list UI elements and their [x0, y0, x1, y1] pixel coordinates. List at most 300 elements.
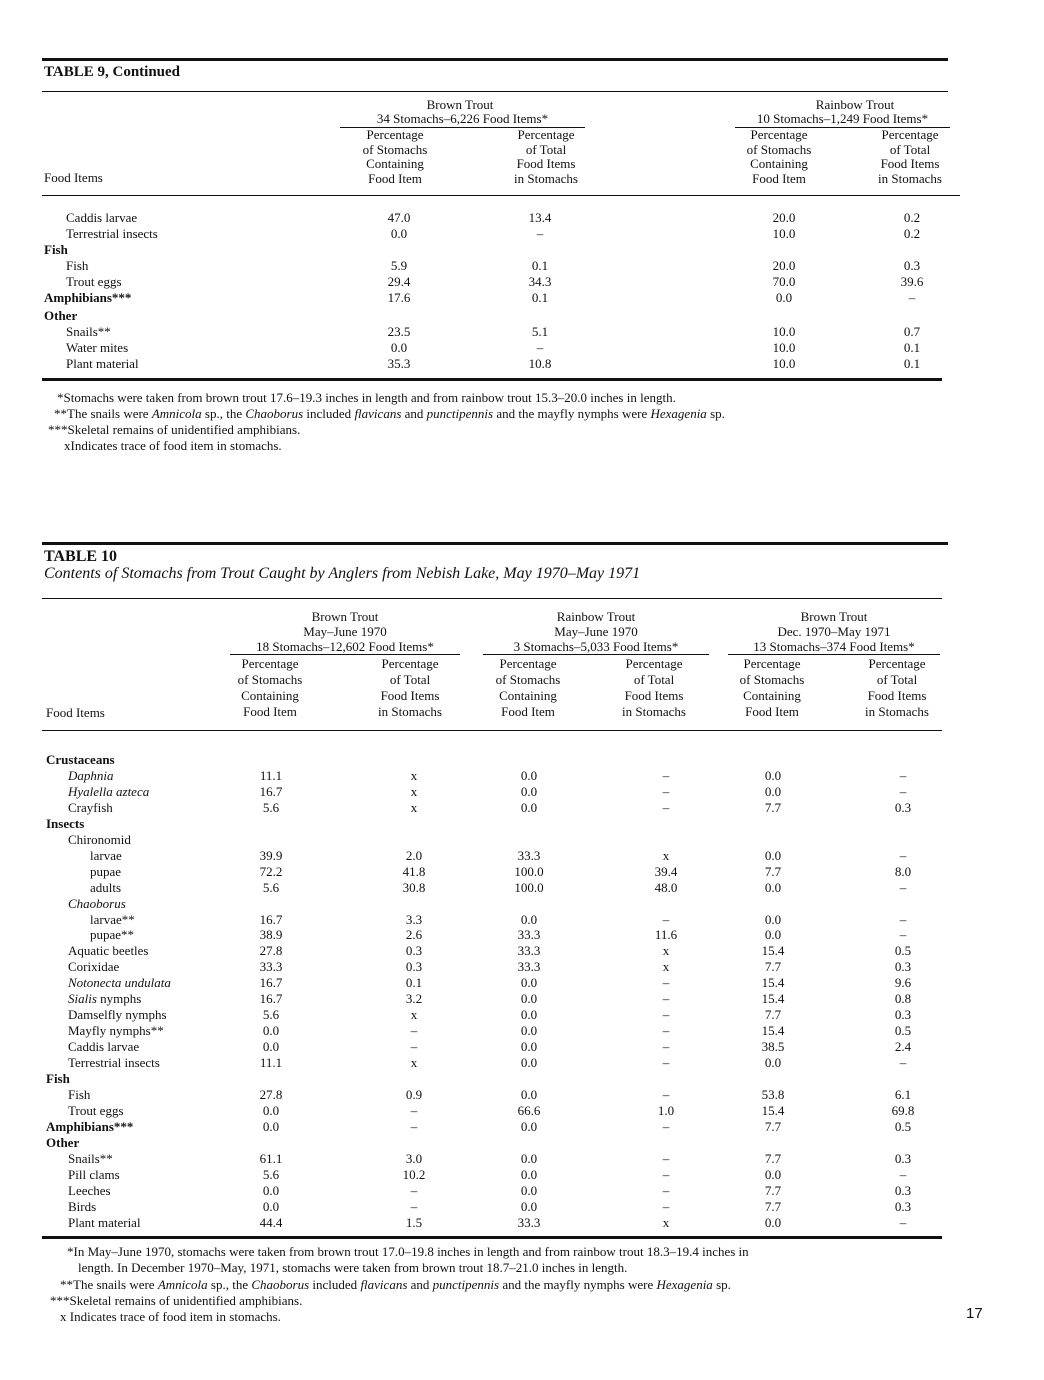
table-cell: 10.0 — [772, 356, 796, 371]
row-label: Hyalella azteca — [68, 783, 150, 799]
table-cell: – — [662, 1007, 670, 1023]
row-label: Crustaceans — [46, 752, 115, 767]
row-label: Pill clams — [68, 1166, 120, 1182]
table-cell: 10.0 — [772, 324, 796, 339]
table-cell: 7.7 — [764, 1182, 782, 1198]
table-cell: – — [410, 1198, 418, 1214]
table-cell: 0.0 — [764, 911, 782, 927]
table-cell: – — [662, 1086, 670, 1102]
table-cell: 0.0 — [520, 1150, 538, 1166]
table-row — [44, 258, 964, 274]
table-cell: – — [662, 1023, 670, 1039]
table-cell: 7.7 — [764, 1007, 782, 1023]
table-cell: 29.4 — [387, 274, 411, 289]
table10-group-1-header — [230, 609, 460, 655]
table-cell: – — [410, 1102, 418, 1118]
hd-line: in Stomachs — [878, 170, 942, 186]
table-cell: 7.7 — [764, 863, 782, 879]
table-cell: 0.5 — [894, 1023, 912, 1039]
table-cell: 0.0 — [262, 1118, 280, 1134]
table-cell: 47.0 — [387, 210, 411, 225]
group-sub: 3 Stomachs–5,033 Food Items* — [483, 639, 709, 655]
table-row — [46, 959, 966, 975]
table-cell: 3.2 — [405, 991, 423, 1007]
table-row — [46, 1135, 966, 1151]
table-cell: 27.8 — [259, 1086, 283, 1102]
table-cell: 16.7 — [259, 783, 283, 799]
row-label: Insects — [46, 815, 85, 831]
table-row — [46, 1039, 966, 1055]
row-label: Water mites — [66, 340, 129, 355]
table9-top-rule — [42, 58, 948, 61]
hd-line: Percentage — [381, 656, 439, 671]
table-cell: 34.3 — [528, 274, 552, 289]
table-row — [46, 1167, 966, 1183]
table-cell: 66.6 — [517, 1102, 541, 1118]
table-cell: – — [662, 1039, 670, 1055]
table-cell: 0.0 — [520, 1086, 538, 1102]
hd-line: Food Items — [380, 688, 440, 703]
table-cell: – — [662, 991, 670, 1007]
table-cell: – — [410, 1118, 418, 1134]
row-label: pupae** — [90, 927, 135, 943]
table-row — [46, 1055, 966, 1071]
table-cell: 70.0 — [772, 274, 796, 289]
table10-col-header — [722, 656, 822, 720]
table-cell: 2.0 — [405, 847, 423, 863]
table10-footnote-1: *In May–June 1970, stomachs were taken from brown trout 17.0–19.8 inches in length and from rainbow trout 18.3–19.4 inches in — [67, 1244, 749, 1259]
row-label: Caddis larvae — [68, 1039, 140, 1055]
table-cell: – — [899, 767, 907, 783]
hd-line: of Total — [389, 672, 431, 687]
group-period: May–June 1970 — [303, 624, 387, 639]
table-cell: 0.0 — [262, 1102, 280, 1118]
table-row — [46, 1087, 966, 1103]
table-cell: 20.0 — [772, 210, 796, 225]
table-cell: – — [410, 1023, 418, 1039]
table-cell: 0.0 — [764, 879, 782, 895]
hd-line: of Stomachs — [362, 141, 428, 157]
table10-col-header — [847, 656, 947, 720]
table-cell: 0.0 — [520, 991, 538, 1007]
table-row — [46, 1103, 966, 1119]
row-label: pupae — [90, 863, 122, 879]
table-cell: 0.0 — [390, 226, 408, 241]
row-label: Snails** — [68, 1150, 113, 1166]
hd-line: Percentage — [750, 127, 808, 142]
row-label: Snails** — [66, 324, 111, 339]
table-row — [46, 1119, 966, 1135]
row-label: Fish — [68, 1086, 91, 1102]
table-cell: – — [662, 1198, 670, 1214]
table-cell: – — [662, 911, 670, 927]
table-row — [46, 832, 966, 848]
table-cell: 0.1 — [531, 258, 549, 273]
table-row — [46, 848, 966, 864]
table10-header-rule — [42, 730, 942, 731]
table-row — [44, 324, 964, 340]
table-cell: 0.1 — [903, 356, 921, 371]
hd-line: Containing — [241, 688, 299, 703]
table-cell: 0.0 — [764, 1055, 782, 1071]
table9-header-rule — [42, 195, 960, 196]
table-cell: 10.0 — [772, 340, 796, 355]
row-label: Chironomid — [68, 831, 131, 847]
table9-title: TABLE 9, Continued — [44, 64, 181, 80]
table-row — [44, 210, 964, 226]
table-cell: 33.3 — [517, 927, 541, 943]
table-cell: 7.7 — [764, 1150, 782, 1166]
hd-line: of Total — [525, 141, 567, 157]
table-cell: 5.6 — [262, 799, 280, 815]
group-name: Rainbow Trout — [556, 609, 636, 624]
table-cell: 0.0 — [764, 767, 782, 783]
row-label: Fish — [66, 258, 89, 273]
table-cell: 33.3 — [517, 943, 541, 959]
table-cell: 0.2 — [903, 210, 921, 225]
table-cell: 0.0 — [764, 927, 782, 943]
hd-line: of Stomachs — [739, 672, 805, 687]
table-cell: x — [410, 783, 418, 799]
table-cell: 11.6 — [654, 927, 678, 943]
hd-line: Percentage — [743, 656, 801, 671]
table-cell: 35.3 — [387, 356, 411, 371]
row-label: Other — [44, 308, 78, 323]
table-cell: 33.3 — [517, 959, 541, 975]
table-cell: 72.2 — [259, 863, 283, 879]
table-row — [44, 308, 964, 324]
table-cell: 15.4 — [761, 975, 785, 991]
table-cell: – — [410, 1182, 418, 1198]
table-cell: 3.3 — [405, 911, 423, 927]
table-cell: – — [662, 1118, 670, 1134]
table-cell: 0.0 — [520, 911, 538, 927]
table-row — [46, 975, 966, 991]
row-label: Trout eggs — [68, 1102, 124, 1118]
hd-line: Containing — [743, 688, 801, 703]
table-cell: 23.5 — [387, 324, 411, 339]
table-row — [46, 927, 966, 943]
table-cell: 13.4 — [528, 210, 552, 225]
table-cell: – — [899, 911, 907, 927]
table-cell: 0.0 — [262, 1198, 280, 1214]
table-cell: – — [662, 1166, 670, 1182]
table-cell: – — [899, 847, 907, 863]
row-label: Caddis larvae — [66, 210, 138, 225]
table9-title-rule — [42, 91, 948, 92]
table-cell: 0.3 — [405, 959, 423, 975]
hd-line: Food Items — [516, 156, 576, 171]
table-cell: 48.0 — [654, 879, 678, 895]
table9-group-brown-name: Brown Trout — [426, 97, 494, 112]
table-cell: x — [662, 943, 670, 959]
hd-line: Food Items — [867, 688, 927, 703]
table-cell: 0.1 — [903, 340, 921, 355]
table-cell: 0.0 — [520, 1182, 538, 1198]
table-cell: x — [662, 847, 670, 863]
hd-line: Percentage — [366, 127, 424, 142]
hd-line: Percentage — [625, 656, 683, 671]
hd-line: of Total — [889, 141, 931, 157]
row-label: Birds — [68, 1198, 97, 1214]
table-cell: 15.4 — [761, 943, 785, 959]
table-cell: 27.8 — [259, 943, 283, 959]
table-row — [46, 991, 966, 1007]
table-cell: 16.7 — [259, 911, 283, 927]
table-cell: x — [662, 1214, 670, 1230]
table-row — [46, 1023, 966, 1039]
table-cell: 0.0 — [520, 1039, 538, 1055]
hd-line: in Stomachs — [514, 170, 578, 186]
table9-footnote-1: *Stomachs were taken from brown trout 17.6–19.3 inches in length and from rainbow trout 15.3–20.0 inches in length. — [57, 390, 676, 405]
row-label: Plant material — [68, 1214, 141, 1230]
table10-footnote-3: **The snails were Amnicola sp., the Chaoborus included flavicans and punctipennis and the mayfly nymphs were Hexagenia sp. — [60, 1277, 731, 1292]
table-cell: 0.3 — [894, 1198, 912, 1214]
table-cell: 16.7 — [259, 991, 283, 1007]
table-cell: 5.6 — [262, 1007, 280, 1023]
table-cell: 0.5 — [894, 943, 912, 959]
row-label: Chaoborus — [68, 895, 126, 911]
table-cell: 69.8 — [891, 1102, 915, 1118]
row-label: Notonecta undulata — [68, 975, 171, 991]
group-name: Brown Trout — [800, 609, 868, 624]
table-cell: – — [899, 879, 907, 895]
table-cell: 0.3 — [903, 258, 921, 273]
table-cell: – — [536, 226, 544, 241]
row-label: Crayfish — [68, 799, 113, 815]
hd-line: Food Item — [752, 170, 806, 186]
table-row — [46, 752, 966, 768]
table-row — [44, 242, 964, 258]
table-cell: – — [536, 340, 544, 355]
table10-footnote-4: ***Skeletal remains of unidentified amphibians. — [50, 1293, 303, 1308]
table9-footnote-2: **The snails were Amnicola sp., the Chaoborus included flavicans and punctipennis and the mayfly nymphs were Hexagenia sp. — [54, 406, 725, 421]
table-cell: – — [899, 1214, 907, 1230]
table-row — [46, 1215, 966, 1231]
table-row — [44, 356, 964, 372]
table-cell: 5.1 — [531, 324, 549, 339]
table-cell: 8.0 — [894, 863, 912, 879]
table-row — [46, 896, 966, 912]
table-cell: 0.0 — [764, 1214, 782, 1230]
table-cell: x — [410, 1007, 418, 1023]
hd-line: in Stomachs — [865, 704, 929, 719]
table-cell: 0.0 — [520, 1166, 538, 1182]
table-row — [46, 1071, 966, 1087]
group-period: May–June 1970 — [554, 624, 638, 639]
table-cell: 0.0 — [520, 1007, 538, 1023]
table-cell: 17.6 — [387, 290, 411, 305]
hd-line: of Total — [876, 672, 918, 687]
row-label: adults — [90, 879, 122, 895]
hd-line: Percentage — [241, 656, 299, 671]
table-cell: 7.7 — [764, 1198, 782, 1214]
table10-group-2-header — [483, 609, 709, 655]
table-cell: 0.8 — [894, 991, 912, 1007]
table9-bottom-rule — [42, 378, 942, 381]
table9-col-header-total-a — [496, 128, 596, 186]
table-cell: 1.0 — [657, 1102, 675, 1118]
table-cell: 39.6 — [900, 274, 924, 289]
table-cell: 10.0 — [772, 226, 796, 241]
table-cell: 15.4 — [761, 991, 785, 1007]
table-cell: 0.0 — [764, 1166, 782, 1182]
table-cell: 20.0 — [772, 258, 796, 273]
table-cell: 100.0 — [514, 863, 544, 879]
table-row — [46, 1199, 966, 1215]
row-label: larvae** — [90, 911, 135, 927]
table-cell: 39.9 — [259, 847, 283, 863]
group-period: Dec. 1970–May 1971 — [777, 624, 891, 639]
hd-line: Containing — [499, 688, 557, 703]
hd-line: Food Item — [745, 704, 799, 719]
table10-group-3-header — [728, 609, 940, 655]
table-cell: 11.1 — [259, 767, 283, 783]
table-cell: 15.4 — [761, 1023, 785, 1039]
table-cell: 0.2 — [903, 226, 921, 241]
table-cell: – — [662, 783, 670, 799]
table-cell: 6.1 — [894, 1086, 912, 1102]
table-cell: 7.7 — [764, 959, 782, 975]
row-label: Mayfly nymphs** — [68, 1023, 164, 1039]
table10-bottom-rule — [42, 1236, 942, 1239]
table-cell: 0.0 — [520, 799, 538, 815]
table-cell: 0.0 — [520, 975, 538, 991]
table-row — [46, 800, 966, 816]
table-cell: 0.9 — [405, 1086, 423, 1102]
table-cell: 0.5 — [894, 1118, 912, 1134]
row-label: Terrestrial insects — [66, 226, 158, 241]
hd-line: Food Items — [624, 688, 684, 703]
table-cell: 0.0 — [262, 1023, 280, 1039]
table-cell: 0.0 — [262, 1039, 280, 1055]
table-cell: 10.2 — [402, 1166, 426, 1182]
table10-col-header — [478, 656, 578, 720]
table-cell: 9.6 — [894, 975, 912, 991]
hd-line: Food Items — [880, 156, 940, 171]
table-row — [46, 1183, 966, 1199]
hd-line: Containing — [366, 156, 424, 171]
table-cell: 0.0 — [520, 1118, 538, 1134]
hd-line: of Stomachs — [746, 141, 812, 157]
row-label: Trout eggs — [66, 274, 122, 289]
table-cell: 0.1 — [405, 975, 423, 991]
hd-line: Food Item — [501, 704, 555, 719]
table10-col-header — [360, 656, 460, 720]
table-cell: 1.5 — [405, 1214, 423, 1230]
table-cell: 30.8 — [402, 879, 426, 895]
table-cell: 100.0 — [514, 879, 544, 895]
group-name: Brown Trout — [311, 609, 379, 624]
hd-line: Containing — [750, 156, 808, 171]
table-cell: 0.3 — [894, 799, 912, 815]
table-cell: – — [662, 1150, 670, 1166]
table-cell: 39.4 — [654, 863, 678, 879]
table-cell: x — [410, 767, 418, 783]
hd-line: of Total — [633, 672, 675, 687]
table10-footnote-2: length. In December 1970–May, 1971, stomachs were taken from brown trout 18.7–21.0 inches in length. — [78, 1260, 628, 1275]
table10-title-rule — [42, 598, 942, 599]
table-cell: 7.7 — [764, 799, 782, 815]
table-cell: 0.0 — [520, 767, 538, 783]
table-cell: 0.0 — [520, 1023, 538, 1039]
table-row — [46, 816, 966, 832]
table-cell: 3.0 — [405, 1150, 423, 1166]
table9-col-header-stomachs-b — [729, 128, 829, 186]
table-cell: – — [662, 799, 670, 815]
table-row — [46, 784, 966, 800]
table-cell: 0.1 — [531, 290, 549, 305]
hd-line: of Stomachs — [495, 672, 561, 687]
row-label: larvae — [90, 847, 122, 863]
table9-food-items-header: Food Items — [44, 170, 103, 185]
table-cell: – — [908, 290, 916, 305]
table-cell: – — [662, 1055, 670, 1071]
table-cell: x — [410, 1055, 418, 1071]
table9-group-brown-sub: 34 Stomachs–6,226 Food Items* — [340, 112, 585, 128]
hd-line: Percentage — [517, 127, 575, 142]
table-cell: x — [662, 959, 670, 975]
table9-col-header-total-b — [860, 128, 960, 186]
table-cell: 0.0 — [764, 847, 782, 863]
table-cell: 7.7 — [764, 1118, 782, 1134]
hd-line: Food Item — [368, 170, 422, 186]
table-cell: 10.8 — [528, 356, 552, 371]
table-cell: 5.9 — [390, 258, 408, 273]
table-cell: 0.0 — [775, 290, 793, 305]
table-cell: 0.3 — [894, 959, 912, 975]
table-cell: 0.3 — [894, 1150, 912, 1166]
row-label: Sialis nymphs — [68, 991, 142, 1007]
group-sub: 18 Stomachs–12,602 Food Items* — [230, 639, 460, 655]
row-label: Daphnia — [68, 767, 114, 783]
table-cell: 61.1 — [259, 1150, 283, 1166]
table-row — [44, 274, 964, 290]
table10-food-items-header: Food Items — [46, 705, 105, 720]
table-row — [46, 912, 966, 928]
table-row — [46, 864, 966, 880]
row-label: Corixidae — [68, 959, 120, 975]
table10-footnote-5: x Indicates trace of food item in stomachs. — [60, 1309, 281, 1324]
table-cell: 0.0 — [262, 1182, 280, 1198]
hd-line: in Stomachs — [622, 704, 686, 719]
table-cell: 16.7 — [259, 975, 283, 991]
table-cell: 33.3 — [517, 847, 541, 863]
table10-col-header — [604, 656, 704, 720]
table-cell: – — [662, 1182, 670, 1198]
table-cell: 0.0 — [390, 340, 408, 355]
table-row — [44, 290, 964, 306]
row-label: Terrestrial insects — [68, 1055, 160, 1071]
table10-top-rule — [42, 542, 948, 545]
table9-col-header-stomachs-a — [345, 128, 445, 186]
hd-line: of Stomachs — [237, 672, 303, 687]
table9-footnote-4: xIndicates trace of food item in stomachs. — [64, 438, 282, 453]
row-label: Other — [46, 1134, 80, 1150]
table-cell: 2.6 — [405, 927, 423, 943]
table-cell: 0.0 — [764, 783, 782, 799]
group-sub: 13 Stomachs–374 Food Items* — [728, 639, 940, 655]
hd-line: Percentage — [499, 656, 557, 671]
table9-footnote-3: ***Skeletal remains of unidentified amphibians. — [48, 422, 301, 437]
table-cell: 0.3 — [894, 1007, 912, 1023]
table-cell: – — [662, 767, 670, 783]
table10-caption: Contents of Stomachs from Trout Caught by Anglers from Nebish Lake, May 1970–May 1971 — [44, 565, 641, 582]
row-label: Amphibians*** — [46, 1118, 134, 1134]
table-cell: 38.5 — [761, 1039, 785, 1055]
hd-line: in Stomachs — [378, 704, 442, 719]
table-cell: x — [410, 799, 418, 815]
